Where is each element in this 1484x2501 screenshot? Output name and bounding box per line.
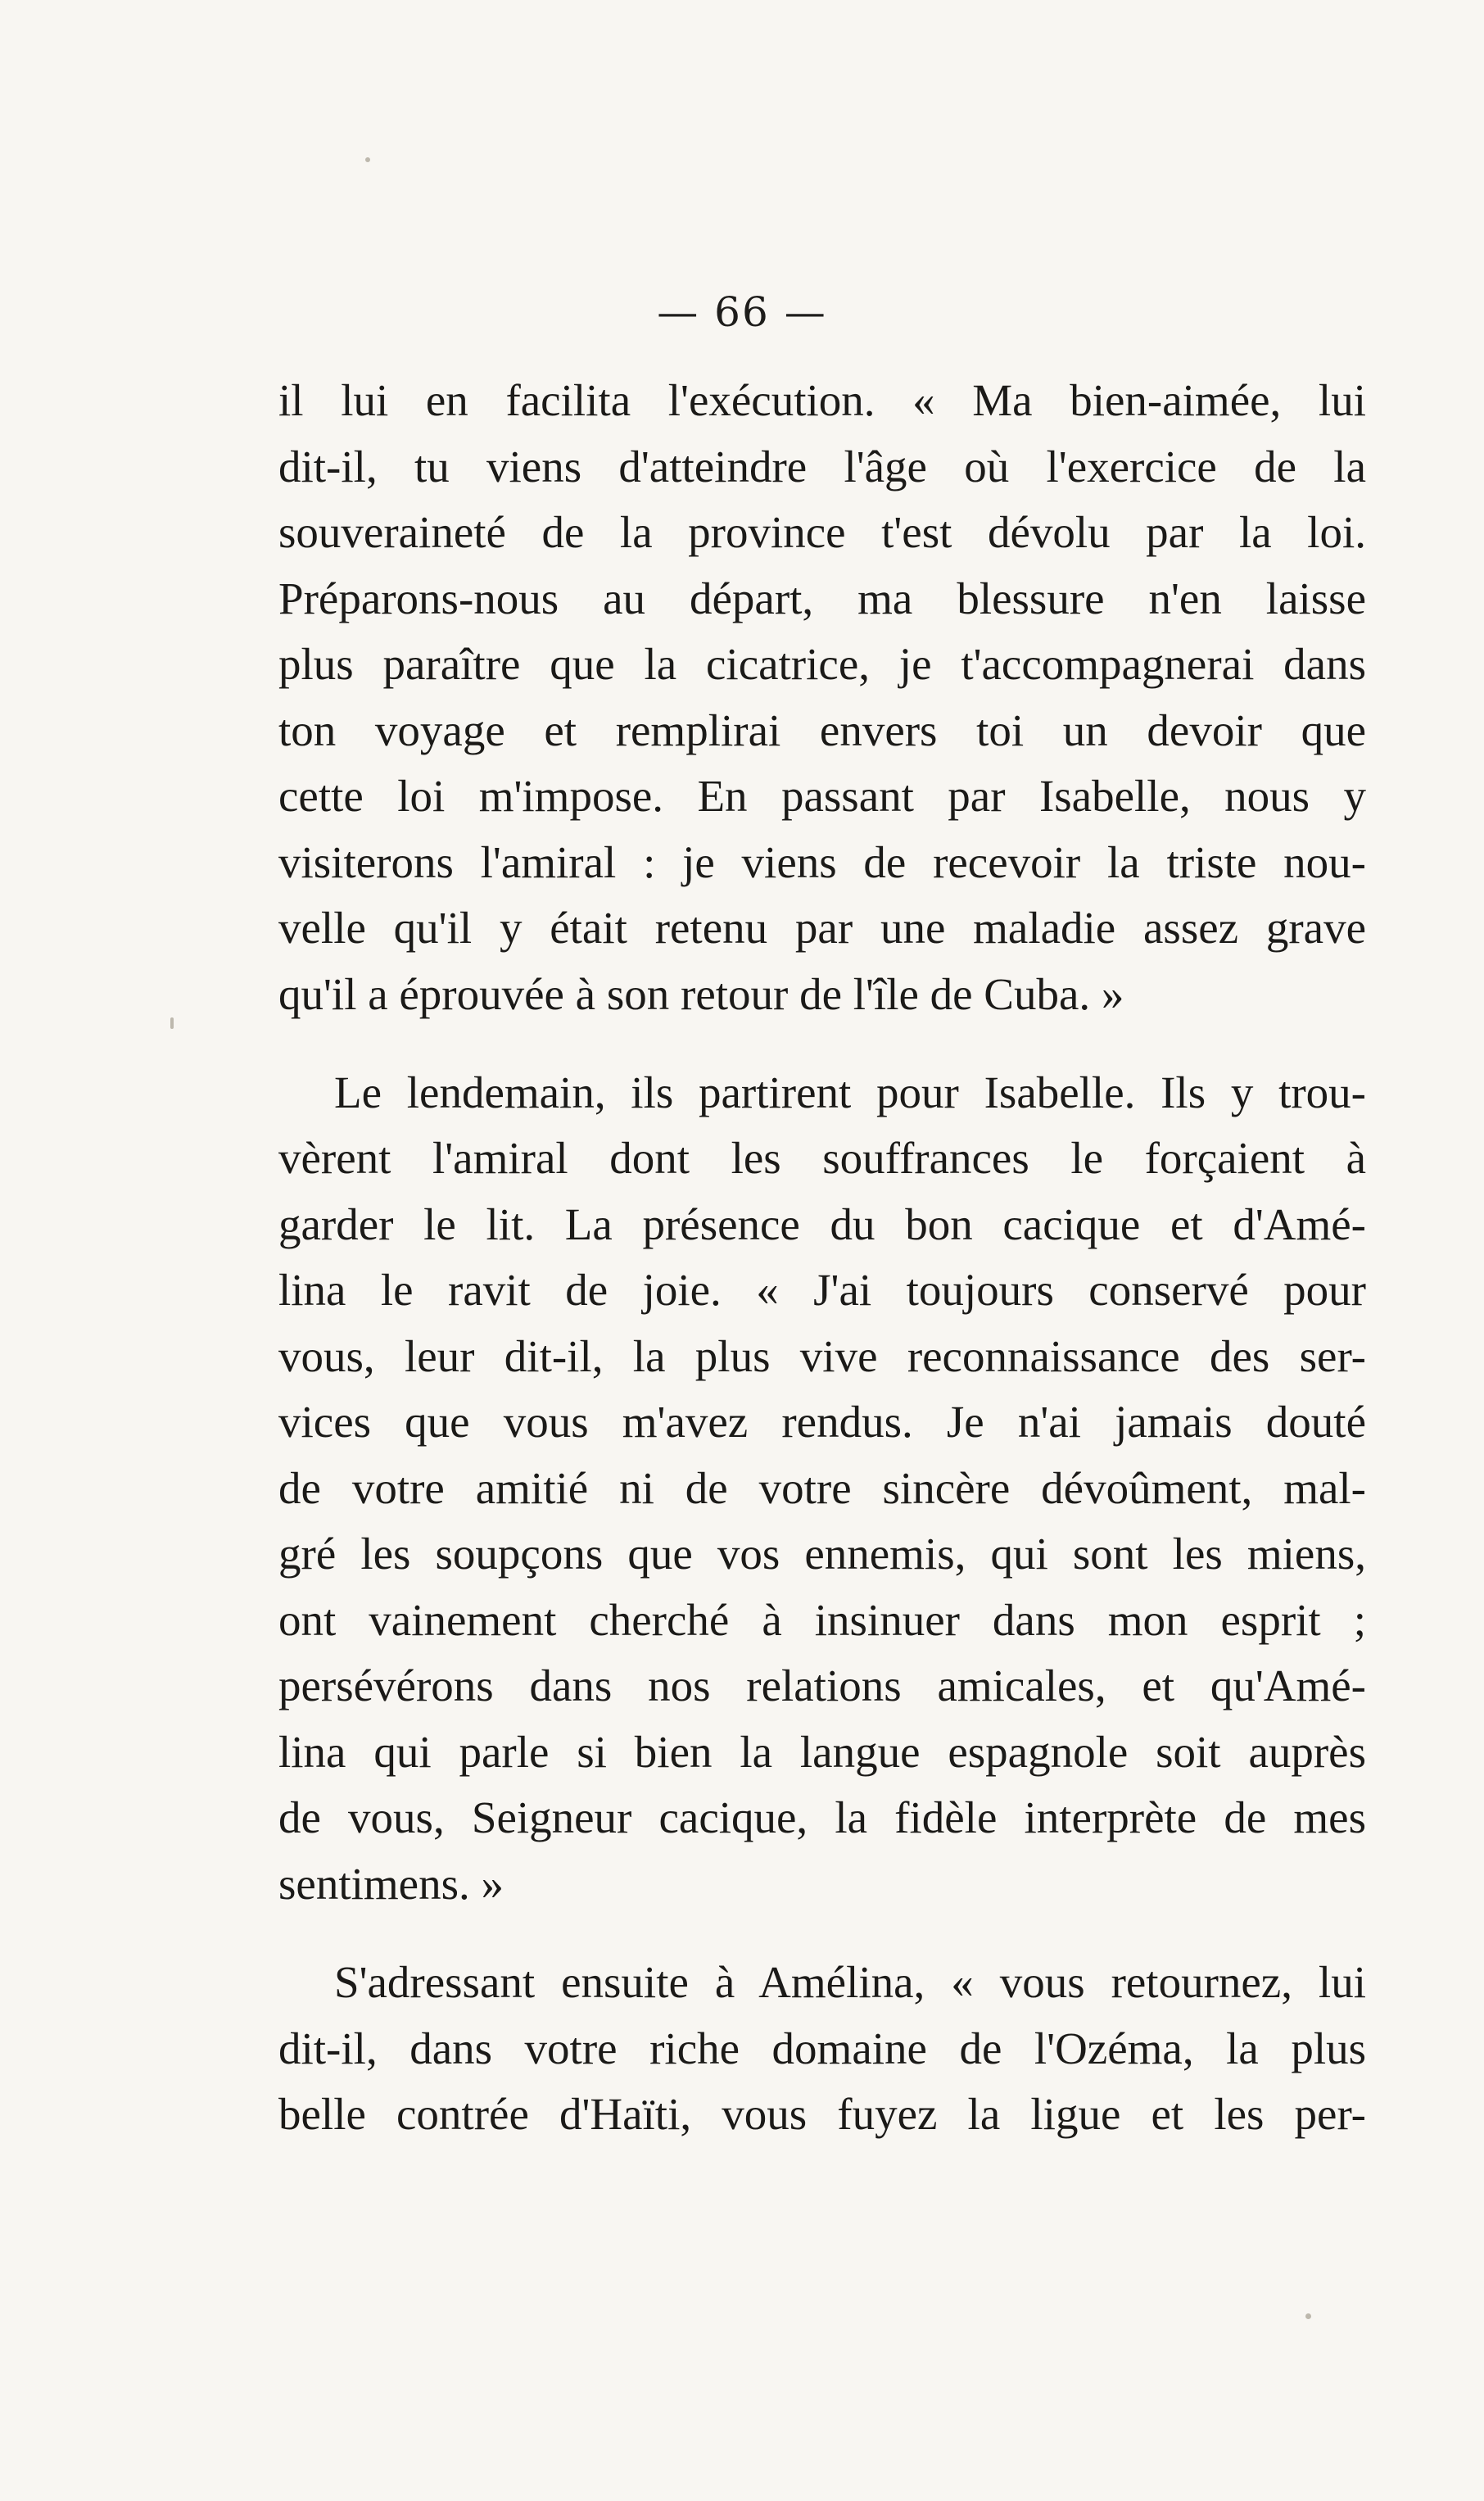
text-line: garder le lit. La présence du bon cacique et d'Amé- [278, 1199, 1366, 1249]
paper-speck [365, 157, 370, 162]
text-line: S'adressant ensuite à Amélina, « vous retournez, lui [334, 1957, 1366, 2007]
text-line: qu'il a éprouvée à son retour de l'île de Cuba. » [278, 969, 1124, 1019]
text-line: ont vainement cherché à insinuer dans mon esprit ; [278, 1595, 1366, 1645]
text-line: gré les soupçons que vos ennemis, qui sont les miens, [278, 1529, 1366, 1579]
text-line: lina qui parle si bien la langue espagnole soit auprès [278, 1727, 1366, 1777]
text-line: velle qu'il y était retenu par une maladie assez grave [278, 903, 1366, 953]
text-line: persévérons dans nos relations amicales, et qu'Amé- [278, 1661, 1366, 1710]
text-line: de votre amitié ni de votre sincère dévoûment, mal- [278, 1463, 1366, 1513]
text-line: visiterons l'amiral : je viens de recevoir la triste nou- [278, 837, 1366, 887]
text-line: lina le ravit de joie. « J'ai toujours conservé pour [278, 1265, 1366, 1315]
text-line: vous, leur dit-il, la plus vive reconnaissance des ser- [278, 1331, 1366, 1381]
text-line: Préparons-nous au départ, ma blessure n'en laisse [278, 573, 1366, 623]
text-line: sentimens. » [278, 1859, 504, 1909]
text-line: vices que vous m'avez rendus. Je n'ai jamais douté [278, 1397, 1366, 1447]
text-line: belle contrée d'Haïti, vous fuyez la ligue et les per- [278, 2089, 1366, 2139]
text-line: de vous, Seigneur cacique, la fidèle interprète de mes [278, 1792, 1366, 1842]
text-line: dit-il, dans votre riche domaine de l'Ozéma, la plus [278, 2023, 1366, 2073]
text-line: cette loi m'impose. En passant par Isabelle, nous y [278, 771, 1366, 821]
text-line: vèrent l'amiral dont les souffrances le forçaient à [278, 1133, 1366, 1183]
paper-speck [1305, 2313, 1311, 2319]
text-line: dit-il, tu viens d'atteindre l'âge où l'exercice de la [278, 442, 1366, 492]
paper-speck [170, 1017, 174, 1029]
text-line: Le lendemain, ils partirent pour Isabelle. Ils y trou- [334, 1067, 1366, 1117]
text-line: ton voyage et remplirai envers toi un devoir que [278, 705, 1366, 755]
text-line: il lui en facilita l'exécution. « Ma bien-aimée, lui [278, 375, 1366, 425]
text-line: plus paraître que la cicatrice, je t'accompagnerai dans [278, 639, 1366, 689]
page-number: — 66 — [657, 288, 827, 336]
text-line: souveraineté de la province t'est dévolu par la loi. [278, 507, 1366, 557]
